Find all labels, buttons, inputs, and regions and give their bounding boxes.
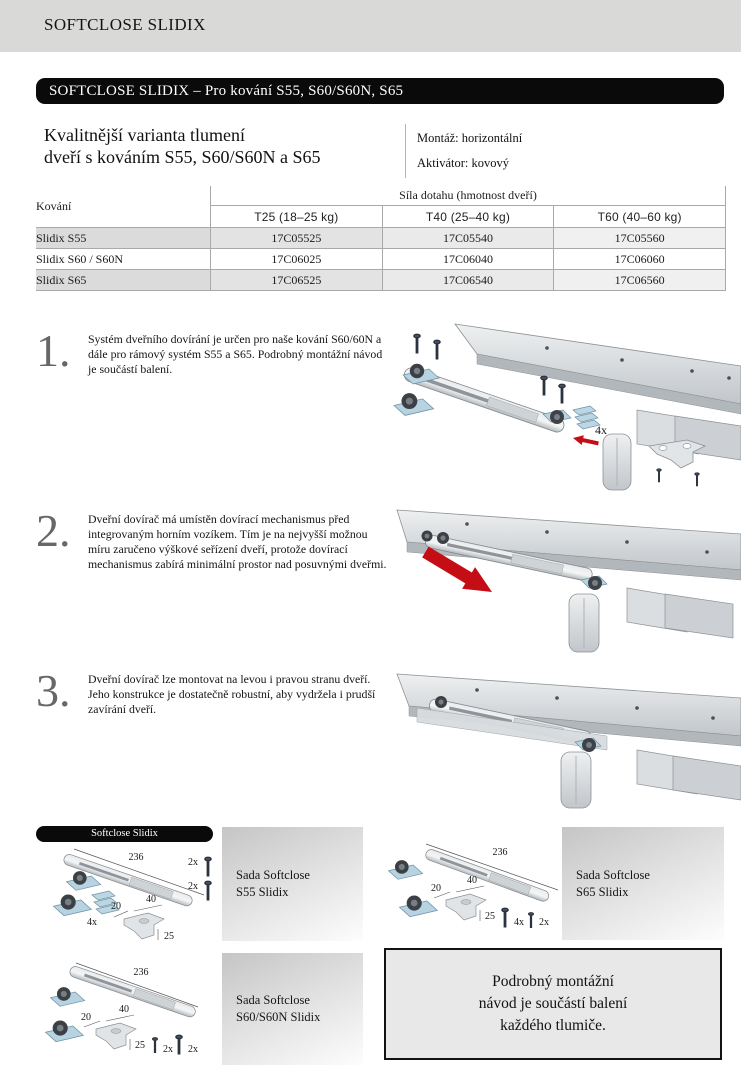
spec-label: Aktivátor:	[417, 156, 469, 170]
mounting-bracket	[434, 886, 486, 921]
step2-illustration	[397, 498, 741, 654]
count-label: 4x	[87, 917, 97, 928]
step2-text: Dveřní dovírač má umístěn dovírací mechanismus před integrovaným horním vozíkem. Tím je na nejvyšší možnou míru zaručeno výškové seřízení dveří, protože dovírací mechanismus zabírá minimální prostor nad posuvnými dveřmi.	[88, 512, 387, 571]
dimension-label: 236	[492, 847, 508, 858]
dimension-label: 20	[431, 883, 441, 894]
count-label: 2x	[188, 881, 198, 892]
dimension-label: 25	[135, 1040, 145, 1051]
spec-value: horizontální	[461, 131, 523, 145]
table-col-header-t25: T25 (18–25 kg)	[211, 206, 383, 228]
dimension-label: 40	[119, 1004, 129, 1015]
product-code-cell: 17C06060	[554, 249, 726, 270]
count-label: 2x	[188, 857, 198, 868]
spec-label: Montáž:	[417, 131, 459, 145]
track-profile	[455, 324, 741, 460]
table-header-kovani: Kování	[36, 186, 211, 228]
product-code-cell: 17C06525	[211, 270, 383, 291]
count-label: 4x	[514, 917, 524, 928]
step1-text: Systém dveřního dovírání je určen pro naše kování S60/60N a dále pro rámový systém S55 a S65. Podrobný montážní návod je součástí balení.	[88, 332, 383, 376]
product-code-cell: 17C06560	[554, 270, 726, 291]
kit-label-line2: S60/S60N Slidix	[236, 1010, 321, 1024]
kit-label-line1: Sada Softclose	[236, 868, 310, 882]
table-row	[36, 270, 726, 291]
kit-pill-label	[36, 826, 213, 842]
door-profile	[569, 594, 599, 652]
dimension-label: 25	[164, 931, 174, 942]
section-title: SOFTCLOSE SLIDIX – Pro kování S55, S60/S60N, S65	[49, 83, 404, 99]
kit-label-panel-s55	[222, 827, 363, 941]
product-table	[36, 186, 726, 291]
kit-s60-diagram	[36, 955, 220, 1065]
dimension-label: 20	[81, 1012, 91, 1023]
product-code-cell: 17C06025	[211, 249, 383, 270]
kit-s65-diagram	[368, 830, 560, 945]
mounting-bracket	[114, 905, 164, 940]
count-label: 2x	[188, 1044, 198, 1055]
dimension-label: 25	[485, 911, 495, 922]
page-title: SOFTCLOSE SLIDIX	[44, 15, 206, 34]
note-box	[384, 948, 722, 1060]
step1-illustration	[397, 318, 741, 490]
kit-label-line2: S65 Slidix	[576, 884, 629, 899]
step3-illustration	[397, 658, 741, 810]
dimension-label: 40	[467, 875, 477, 886]
spec-value: kovový	[471, 156, 510, 170]
note-line2: návod je součástí balení	[478, 995, 628, 1012]
product-code-cell: 17C06540	[382, 270, 554, 291]
kit-label-line1: Sada Softclose	[236, 993, 310, 1007]
count-label: 2x	[539, 917, 549, 928]
dimension-label: 40	[146, 894, 156, 905]
kit-pill-text: Softclose Slidix	[91, 828, 158, 839]
door-profile	[561, 752, 591, 808]
intro-heading-line2: dveří s kováním S55, S60/S60N a S65	[44, 147, 321, 167]
dimension-label: 20	[111, 901, 121, 912]
kit-s55-diagram	[36, 843, 220, 945]
spec-activator	[417, 156, 509, 171]
callout-count: 4x	[595, 423, 607, 437]
step2-number: 2.	[36, 505, 71, 556]
kit-label-line1: Sada Softclose	[576, 867, 650, 882]
kit-label-panel-s60	[222, 953, 363, 1065]
table-row	[36, 249, 726, 270]
note-line1: Podrobný montážní	[492, 973, 614, 990]
product-code-cell: 17C06040	[382, 249, 554, 270]
product-code-cell: 17C05525	[211, 228, 383, 249]
door-profile	[603, 434, 631, 490]
kit-label-line2: S55 Slidix	[236, 885, 289, 899]
dimension-label: 236	[128, 852, 144, 863]
intro-heading-line1: Kvalitnější varianta tlumení	[44, 125, 245, 145]
dimension-label: 236	[133, 967, 149, 978]
product-name-cell: Slidix S65	[36, 270, 211, 291]
product-name-cell: Slidix S60 / S60N	[36, 249, 211, 270]
mounting-bracket	[649, 440, 705, 486]
table-row	[36, 228, 726, 249]
product-code-cell: 17C05540	[382, 228, 554, 249]
step3-text: Dveřní dovírač lze montovat na levou i pravou stranu dveří. Jeho konstrukce je dostatečně robustní, aby vydržela i prudší zavírání dveří.	[88, 672, 376, 716]
spec-montage	[417, 131, 522, 146]
mounting-bracket	[84, 1015, 136, 1050]
note-line3: každého tlumiče.	[500, 1017, 606, 1034]
step1-number: 1.	[36, 325, 71, 376]
table-group-header: Síla dotahu (hmotnost dveří)	[211, 186, 726, 206]
vertical-divider	[405, 124, 406, 178]
count-label: 2x	[163, 1044, 173, 1055]
table-col-header-t60: T60 (40–60 kg)	[554, 206, 726, 228]
intro-heading	[44, 124, 321, 168]
product-code-cell: 17C05560	[554, 228, 726, 249]
section-title-bar	[36, 78, 724, 104]
table-col-header-t40: T40 (25–40 kg)	[382, 206, 554, 228]
product-name-cell: Slidix S55	[36, 228, 211, 249]
header-band	[0, 0, 741, 52]
kit-label-panel-s65	[562, 827, 724, 940]
step3-number: 3.	[36, 665, 71, 716]
